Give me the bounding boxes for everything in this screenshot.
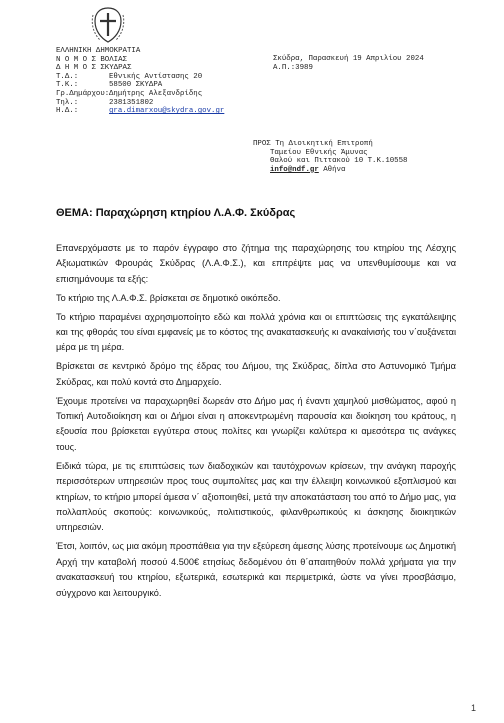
address-row: Τ.Δ.: Εθνικής Αντίστασης 20 (56, 72, 203, 81)
letter-body (56, 241, 456, 604)
paragraph: Το κτήριο παραμένει αχρησιμοποίητο εδώ και πολλά χρόνια και οι επιπτώσεις της εγκατάλειψης και της φθοράς του είναι εμφανείς με το κόστος της ανακατασκευής κι ανακαίνισής του ν΄αυξάνεται μέρα με τη μέρα. (56, 311, 456, 353)
paragraph: Έτσι, λοιπόν, ως μια ακόμη προσπάθεια για την εξεύρεση άμεσης λύσης προτείνουμε ως Δημοτική Αρχή την καταβολή ποσού 4.500€ ετησίως δεδομένου ότι θ΄απαιτηθούν πολλά χρήματα για την ανακατασκευή του κτηρίου, εξωτερικά, εσωτερικά και περιμετρικά, ώστε να γίνει προσβάσιμο, σύγχρονο και λειτουργικό. (56, 541, 456, 598)
date-block (273, 55, 424, 72)
header-line-3: Δ Η Μ Ο Σ ΣΚΥΔΡΑΣ (56, 64, 132, 73)
page-number: 1 (471, 703, 477, 713)
paragraph: Το κτήριο της Λ.Α.Φ.Σ. βρίσκεται σε δημοτικό οικόπεδο. (56, 292, 281, 303)
paragraph: Έχουμε προτείνει να παραχωρηθεί δωρεάν στο Δήμο μας ή έναντι χαμηλού μισθώματος, αφού η Τοπική Αυτοδιοίκηση και οι Δήμοι είναι η αποκεντρωμένη παρουσία και διοίκηση του κράτους, η εξουσία που βρίσκεται εγγύτερα στους πολίτες και γνωρίζει καλύτερα κι αμεσότερα τις ανάγκες τους. (56, 395, 456, 452)
subject-line: ΘΕΜΑ: Παραχώρηση κτηρίου Λ.Α.Φ. Σκύδρας (56, 207, 296, 219)
date-line: Σκύδρα, Παρασκευή 19 Απριλίου 2024 (273, 55, 424, 63)
email-link[interactable]: gra.dimarxou@skydra.gov.gr (109, 107, 225, 116)
postcode-row: Τ.Κ.: 58500 ΣΚΥΔΡΑ (56, 81, 163, 90)
recipient-line-3: Θαλού και Πιττακού 10 Τ.Κ.10558 (270, 157, 408, 166)
paragraph: Βρίσκεται σε κεντρικό δρόμο της έδρας του Δήμου, της Σκύδρας, δίπλα στο Αστυνομικό Τμήμα Σκύδρας, και πολύ κοντά στο Δημαρχείο. (56, 361, 456, 387)
recipient-line-2: Ταμείου Εθνικής Άμυνας (270, 148, 368, 157)
email-row: Η.Δ.: gra.dimarxou@skydra.gov.gr (56, 107, 225, 116)
greek-coat-of-arms-icon (88, 5, 128, 45)
recipient-block (253, 140, 493, 174)
recipient-line-4: info@ndf.gr Αθήνα (270, 165, 346, 174)
protocol-number: Α.Π.:3989 (273, 63, 313, 72)
recipient-line-1: ΠΡΟΣ Τη Διοικητική Επιτροπή (253, 140, 373, 148)
recipient-email[interactable]: info@ndf.gr (270, 165, 319, 174)
paragraph: Ειδικά τώρα, με τις επιπτώσεις των διαδοχικών και ταυτόχρονων κρίσεων, την ανάγκη παροχής περισσότερων υπηρεσιών προς τους συμπολίτες μας και την έλλειψη κοινωνικού εξοπλισμού και κτηρίων, το κτήριο μπορεί άμεσα ν΄ αξιοποιηθεί, μετά την αποκατάσταση του από το Δήμο μας, για πολλαπλούς σκοπούς: κοινωνικούς, πολιτιστικούς, φιλανθρωπικούς κι άσκησης διοικητικών υπηρεσιών. (56, 460, 456, 533)
header-line-2: Ν Ο Μ Ο Σ ΒΟΛΙΑΣ (56, 55, 127, 64)
paragraph: Επανερχόμαστε με το παρόν έγγραφο στο ζήτημα της παραχώρησης του κτηρίου της Λέσχης Αξιωματικών Φρουράς Σκύδρας (Λ.Α.Φ.Σ.), και επιτρέψτε μας να υπενθυμίσουμε και να επισημάνουμε τα εξής: (56, 243, 456, 284)
sender-header (56, 47, 266, 116)
phone-row: Τηλ.: 2381351802 (56, 98, 154, 107)
header-line-1: ΕΛΛΗΝΙΚΗ ΔΗΜΟΚΡΑΤΙΑ (56, 47, 141, 55)
mayor-office-row: Γρ.Δημάρχου:Δημήτρης Αλεξανδρίδης (56, 89, 203, 98)
